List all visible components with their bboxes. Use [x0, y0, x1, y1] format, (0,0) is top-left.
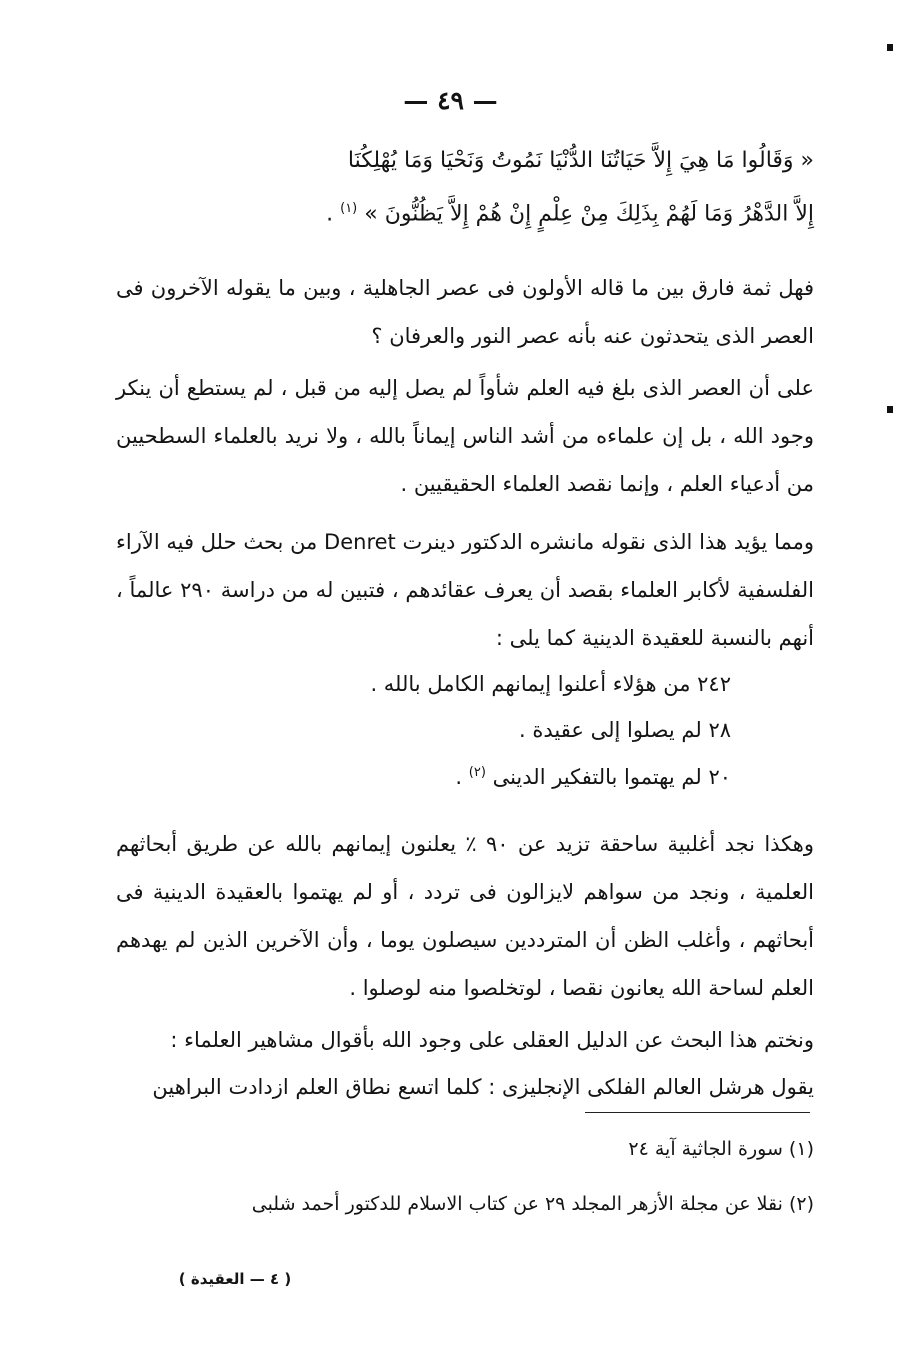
paragraph-1: فهل ثمة فارق بين ما قاله الأولون فى عصر الجاهلية ، وبين ما يقوله الآخرون فى العصر الذى يتحدثون عنه بأنه عصر النور والعرفان ؟ — [116, 276, 814, 348]
stat-number: ٢٤٢ — [697, 672, 731, 696]
edge-mark-middle — [887, 406, 893, 413]
paragraph-4: وهكذا نجد أغلبية ساحقة تزيد عن ٩٠ ٪ يعلنون إيمانهم بالله عن طريق أبحاثهم العلمية ، ونجد من سواهم لايزالون فى تردد ، أو لم يهتموا بالعقيدة الدينية فى أبحاثهم ، وأغلب الظن أن المترددين سيصلون يوما ، وأن الآخرين الذين لم يهدهم العلم لساحة الله يعانون نقصا ، لوتخلصوا منه لوصلوا . — [116, 832, 814, 1000]
herschel-line: يقول هرشل العالم الفلكى الإنجليزى : كلما اتسع نطاق العلم ازدادت البراهين — [152, 1075, 814, 1099]
quran-verse-line-2: إِلاَّ الدَّهْرُ وَمَا لَهُمْ بِذَلِكَ مِنْ عِلْمٍ إِنْ هُمْ إِلاَّ يَظُنُّونَ » $^{(١)}$ . — [326, 201, 814, 227]
footnote-ref-2: (٢) — [468, 765, 486, 780]
footnote-divider — [585, 1112, 810, 1113]
footnote-2: (٢) نقلا عن مجلة الأزهر المجلد ٢٩ عن كتاب الاسلام للدكتور أحمد شلبى — [251, 1193, 814, 1215]
closing-paragraph: ونختم هذا البحث عن الدليل العقلى على وجود الله بأقوال مشاهير العلماء : — [170, 1028, 814, 1052]
signature-mark: ( ٤ — العقيدة ) — [178, 1270, 292, 1288]
stat-row-2 — [519, 718, 731, 742]
page-number: — ٤٩ — — [403, 86, 498, 115]
footnote-ref-1: (١) — [340, 201, 358, 216]
stat-text: من هؤلاء أعلنوا إيمانهم الكامل بالله . — [370, 672, 691, 696]
stat-number: ٢٠ — [708, 765, 731, 789]
stat-text: لم يصلوا إلى عقيدة . — [519, 718, 702, 742]
footnote-1: (١) سورة الجاثية آية ٢٤ — [628, 1138, 814, 1160]
stat-row-1 — [370, 672, 731, 696]
paragraph-2: على أن العصر الذى بلغ فيه العلم شأواً لم يصل إليه من قبل ، لم يستطع أن ينكر وجود الله ، بل إن علماءه من أشد الناس إيماناً بالله ، ولا نريد بالعلماء السطحيين من أدعياء العلم ، وإنما نقصد العلماء الحقيقيين . — [116, 376, 814, 496]
stat-number: ٢٨ — [708, 718, 731, 742]
stat-text: لم يهتموا بالتفكير الدينى — [492, 765, 702, 789]
quran-verse-line-1: « وَقَالُوا مَا هِيَ إِلاَّ حَيَاتُنَا الدُّنْيَا نَمُوتُ وَنَحْيَا وَمَا يُهْلِكُنَا — [347, 148, 814, 173]
stat-row-3: ٢٠ لم يهتموا بالتفكير الدينى $^{(٢)}$ . — [455, 765, 731, 789]
edge-mark-top — [887, 44, 893, 51]
paragraph-3: ومما يؤيد هذا الذى نقوله مانشره الدكتور دينرت Denret من بحث حلل فيه الآراء الفلسفية لأكابر العلماء بقصد أن يعرف عقائدهم ، فتبين له من دراسة ٢٩٠ عالماً ، أنهم بالنسبة للعقيدة الدينية كما يلى : — [116, 530, 814, 650]
